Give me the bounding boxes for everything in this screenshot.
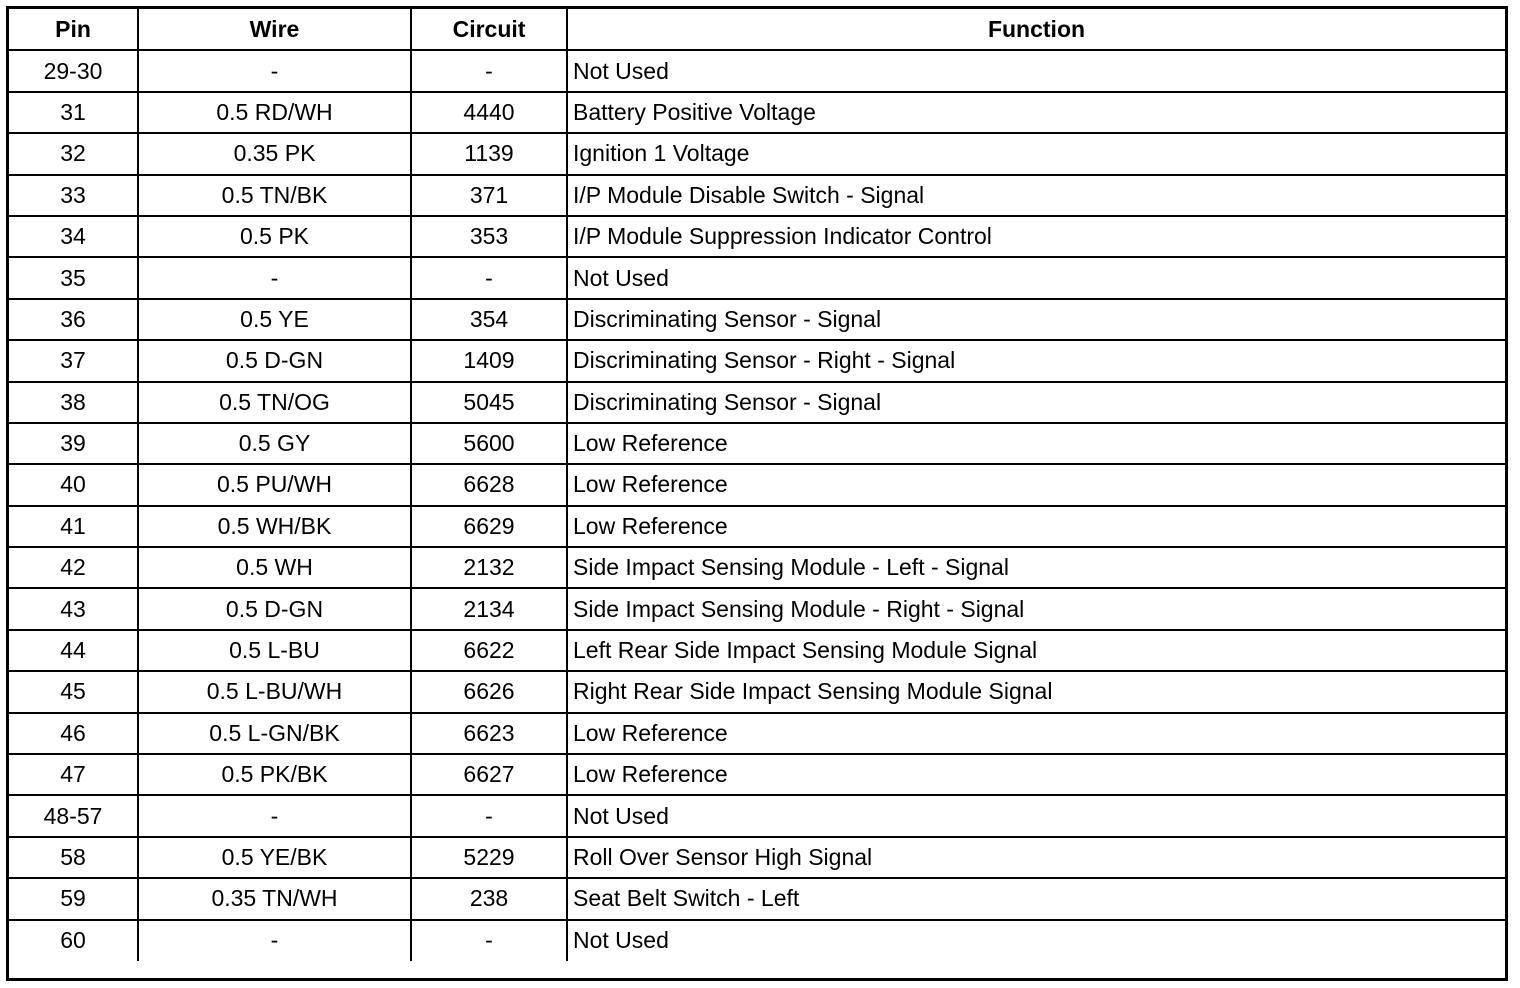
function-cell: Not Used bbox=[567, 50, 1505, 91]
pin-cell: 34 bbox=[9, 216, 138, 257]
circuit-cell: 1139 bbox=[411, 133, 567, 174]
table-header-row bbox=[9, 9, 1505, 50]
wire-cell: 0.5 D-GN bbox=[138, 588, 411, 629]
header-pin: Pin bbox=[55, 15, 91, 42]
pin-cell: 37 bbox=[9, 340, 138, 381]
wire-cell: 0.5 PK/BK bbox=[138, 754, 411, 795]
circuit-cell: 371 bbox=[411, 175, 567, 216]
circuit-cell: - bbox=[411, 257, 567, 298]
function-cell: Low Reference bbox=[567, 464, 1505, 505]
circuit-cell: - bbox=[411, 50, 567, 91]
circuit-cell: 6626 bbox=[411, 671, 567, 712]
connector-pinout-table-frame bbox=[6, 6, 1508, 981]
table-row bbox=[9, 920, 1505, 961]
function-cell: Low Reference bbox=[567, 506, 1505, 547]
circuit-cell: - bbox=[411, 920, 567, 961]
table-row bbox=[9, 423, 1505, 464]
pin-cell: 40 bbox=[9, 464, 138, 505]
table-row bbox=[9, 588, 1505, 629]
table-row bbox=[9, 630, 1505, 671]
wire-cell: 0.5 L-GN/BK bbox=[138, 713, 411, 754]
pin-cell: 45 bbox=[9, 671, 138, 712]
pin-cell: 60 bbox=[9, 920, 138, 961]
pin-cell: 47 bbox=[9, 754, 138, 795]
pin-cell: 32 bbox=[9, 133, 138, 174]
function-cell: Side Impact Sensing Module - Left - Signal bbox=[567, 547, 1505, 588]
table-row bbox=[9, 837, 1505, 878]
function-cell: Discriminating Sensor - Signal bbox=[567, 299, 1505, 340]
function-cell: Discriminating Sensor - Right - Signal bbox=[567, 340, 1505, 381]
wire-cell: - bbox=[138, 257, 411, 298]
function-cell: Low Reference bbox=[567, 713, 1505, 754]
pin-cell: 31 bbox=[9, 92, 138, 133]
table-row bbox=[9, 92, 1505, 133]
wire-cell: 0.5 RD/WH bbox=[138, 92, 411, 133]
circuit-cell: 6623 bbox=[411, 713, 567, 754]
table-body bbox=[9, 50, 1505, 961]
connector-pinout-table bbox=[9, 9, 1505, 961]
pin-cell: 48-57 bbox=[9, 795, 138, 836]
wire-cell: 0.5 D-GN bbox=[138, 340, 411, 381]
circuit-cell: 4440 bbox=[411, 92, 567, 133]
wire-cell: - bbox=[138, 50, 411, 91]
function-cell: Roll Over Sensor High Signal bbox=[567, 837, 1505, 878]
wire-cell: 0.5 L-BU bbox=[138, 630, 411, 671]
wire-cell: - bbox=[138, 795, 411, 836]
wire-cell: 0.5 L-BU/WH bbox=[138, 671, 411, 712]
function-cell: Not Used bbox=[567, 920, 1505, 961]
function-cell: Low Reference bbox=[567, 754, 1505, 795]
pin-cell: 44 bbox=[9, 630, 138, 671]
wire-cell: 0.5 YE bbox=[138, 299, 411, 340]
circuit-cell: 2134 bbox=[411, 588, 567, 629]
circuit-cell: 238 bbox=[411, 878, 567, 919]
pin-cell: 58 bbox=[9, 837, 138, 878]
function-cell: Not Used bbox=[567, 795, 1505, 836]
table-row bbox=[9, 713, 1505, 754]
circuit-cell: 6622 bbox=[411, 630, 567, 671]
function-cell: Discriminating Sensor - Signal bbox=[567, 382, 1505, 423]
function-cell: Battery Positive Voltage bbox=[567, 92, 1505, 133]
function-cell: Not Used bbox=[567, 257, 1505, 298]
pin-cell: 39 bbox=[9, 423, 138, 464]
pin-cell: 43 bbox=[9, 588, 138, 629]
header-wire: Wire bbox=[138, 9, 411, 50]
circuit-cell: 5045 bbox=[411, 382, 567, 423]
table-row bbox=[9, 795, 1505, 836]
wire-cell: 0.5 WH/BK bbox=[138, 506, 411, 547]
pin-cell: 46 bbox=[9, 713, 138, 754]
function-cell: I/P Module Suppression Indicator Control bbox=[567, 216, 1505, 257]
circuit-cell: 5229 bbox=[411, 837, 567, 878]
wire-cell: 0.5 PK bbox=[138, 216, 411, 257]
table-row bbox=[9, 257, 1505, 298]
wire-cell: 0.5 PU/WH bbox=[138, 464, 411, 505]
circuit-cell: - bbox=[411, 795, 567, 836]
circuit-cell: 1409 bbox=[411, 340, 567, 381]
table-row bbox=[9, 754, 1505, 795]
header-circuit: Circuit bbox=[411, 9, 567, 50]
header-function: Function bbox=[567, 9, 1505, 50]
pin-cell: 36 bbox=[9, 299, 138, 340]
pin-cell: 59 bbox=[9, 878, 138, 919]
function-cell: Right Rear Side Impact Sensing Module Signal bbox=[567, 671, 1505, 712]
function-cell: Left Rear Side Impact Sensing Module Signal bbox=[567, 630, 1505, 671]
circuit-cell: 353 bbox=[411, 216, 567, 257]
pin-cell: 29-30 bbox=[9, 50, 138, 91]
table-row bbox=[9, 382, 1505, 423]
table-row bbox=[9, 299, 1505, 340]
table-row bbox=[9, 506, 1505, 547]
table-row bbox=[9, 175, 1505, 216]
wire-cell: 0.5 WH bbox=[138, 547, 411, 588]
pin-cell: 38 bbox=[9, 382, 138, 423]
circuit-cell: 2132 bbox=[411, 547, 567, 588]
function-cell: Low Reference bbox=[567, 423, 1505, 464]
table-row bbox=[9, 133, 1505, 174]
table-row bbox=[9, 50, 1505, 91]
table-row bbox=[9, 671, 1505, 712]
table-row bbox=[9, 547, 1505, 588]
function-cell: Side Impact Sensing Module - Right - Signal bbox=[567, 588, 1505, 629]
wire-cell: 0.5 TN/BK bbox=[138, 175, 411, 216]
wire-cell: 0.35 TN/WH bbox=[138, 878, 411, 919]
pin-cell: 42 bbox=[9, 547, 138, 588]
wire-cell: 0.5 GY bbox=[138, 423, 411, 464]
circuit-cell: 354 bbox=[411, 299, 567, 340]
wire-cell: - bbox=[138, 920, 411, 961]
circuit-cell: 6627 bbox=[411, 754, 567, 795]
pin-cell: 41 bbox=[9, 506, 138, 547]
function-cell: Seat Belt Switch - Left bbox=[567, 878, 1505, 919]
circuit-cell: 5600 bbox=[411, 423, 567, 464]
function-cell: Ignition 1 Voltage bbox=[567, 133, 1505, 174]
table-row bbox=[9, 340, 1505, 381]
circuit-cell: 6629 bbox=[411, 506, 567, 547]
circuit-cell: 6628 bbox=[411, 464, 567, 505]
table-row bbox=[9, 464, 1505, 505]
wire-cell: 0.5 YE/BK bbox=[138, 837, 411, 878]
table-row bbox=[9, 216, 1505, 257]
wire-cell: 0.5 TN/OG bbox=[138, 382, 411, 423]
wire-cell: 0.35 PK bbox=[138, 133, 411, 174]
pin-cell: 35 bbox=[9, 257, 138, 298]
function-cell: I/P Module Disable Switch - Signal bbox=[567, 175, 1505, 216]
pin-cell: 33 bbox=[9, 175, 138, 216]
table-row bbox=[9, 878, 1505, 919]
